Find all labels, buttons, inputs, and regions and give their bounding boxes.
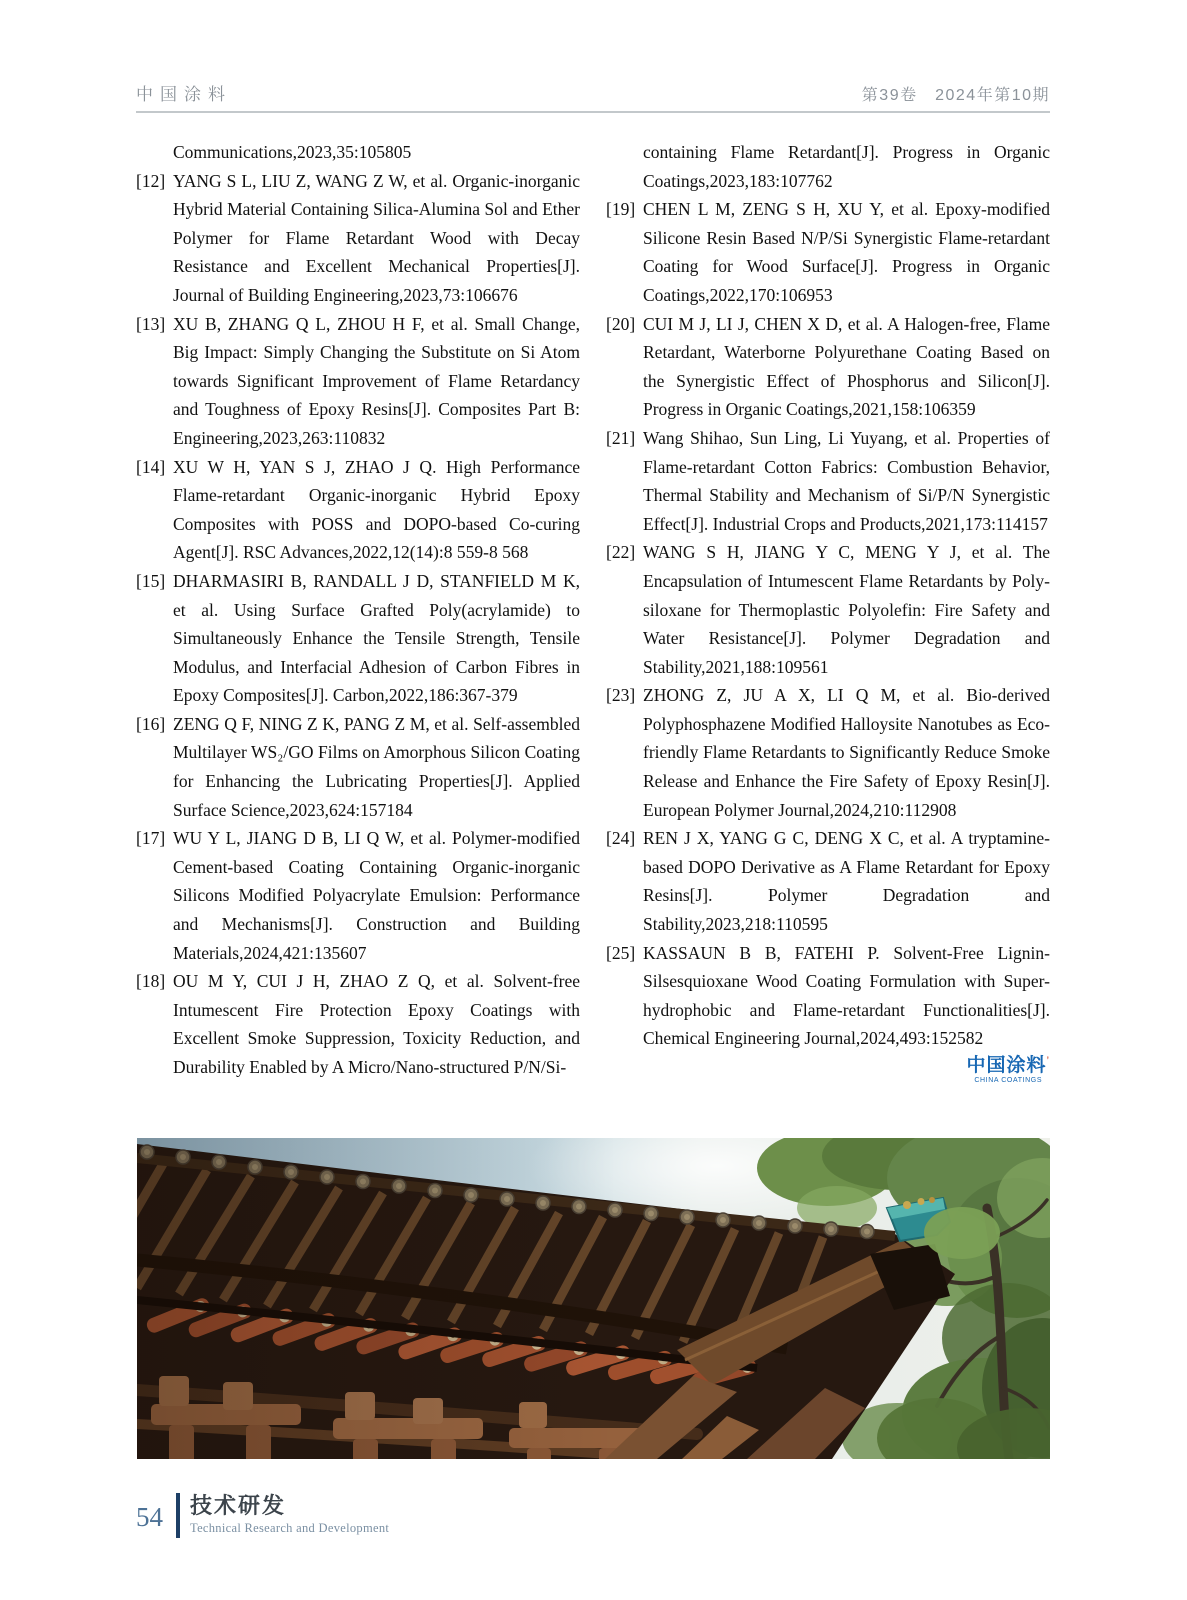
- journal-name: 中国涂料: [136, 85, 232, 104]
- end-of-article-logo: [606, 1056, 1050, 1091]
- reference-entry-21: [606, 424, 1050, 538]
- reference-text: XU W H, YAN S J, ZHAO J Q. High Performance Flame-retardant Organic-inorganic Hybrid Epoxy Composites with POSS and DOPO-based Co-curing Agent[J]. RSC Advances,2022,12(14):8 559-8 568: [173, 456, 580, 563]
- reference-text: ZENG Q F, NING Z K, PANG Z M, et al. Self-assembled Multilayer WS₂/GO Films on Amorphous Silicon Coating for Enhancing the Lubricating Properties[J]. Applied Surface Science,2023,624:157184: [173, 713, 580, 820]
- reference-continuation: [136, 138, 580, 167]
- reference-entry-23: [606, 681, 1050, 824]
- reference-entry-20: [606, 310, 1050, 424]
- reference-text: containing Flame Retardant[J]. Progress in Organic Coatings,2023,183:107762: [643, 142, 1050, 191]
- references-left-column: [136, 138, 580, 1091]
- section-title-en: Technical Research and Development: [190, 1521, 390, 1536]
- reference-entry-24: [606, 824, 1050, 938]
- temple-eave-photo: [137, 1138, 1050, 1459]
- china-coatings-logo-en: CHINA COATINGS: [974, 1077, 1043, 1084]
- reference-text: DHARMASIRI B, RANDALL J D, STANFIELD M K, et al. Using Surface Grafted Poly(acrylamide) to Simultaneously Enhance the Tensile Strength, Tensile Modulus, and Interfacial Adhesion of Carbon Fibres in Epoxy Composites[J]. Carbon,2022,186:367-379: [173, 570, 580, 706]
- reference-number: [17]: [136, 828, 166, 849]
- reference-entry-16: [136, 710, 580, 824]
- reference-text: CHEN L M, ZENG S H, XU Y, et al. Epoxy-modified Silicone Resin Based N/P/Si Synergistic Flame-retardant Coating for Wood Surface[J]. Progress in Organic Coatings,2022,170:106953: [643, 199, 1050, 305]
- reference-number: [15]: [136, 570, 166, 591]
- reference-text: KASSAUN B B, FATEHI P. Solvent-Free Lignin-Silsesquioxane Wood Coating Formulation with Super-hydrophobic and Flame-retardant Functionalities[J]. Chemical Engineering Journal,2024,493:152582: [643, 942, 1050, 1049]
- reference-entry-17: [136, 824, 580, 967]
- reference-entry-14: [136, 453, 580, 567]
- reference-number: [25]: [606, 942, 636, 963]
- reference-number: [12]: [136, 170, 166, 191]
- reference-text: CUI M J, LI J, CHEN X D, et al. A Halogen-free, Flame Retardant, Waterborne Polyurethane Coating Based on the Synergistic Effect of Phosphorus and Silicon[J]. Progress in Organic Coatings,2021,158:106359: [643, 313, 1050, 420]
- reference-number: [19]: [606, 199, 636, 220]
- page-number: 54: [136, 1502, 163, 1532]
- reference-text: WANG S H, JIANG Y C, MENG Y J, et al. The Encapsulation of Intumescent Flame Retardants by Poly-siloxane for Thermoplastic Polyolefin: Fire Safety and Water Resistance[J]. Polymer Degradation and Stability,2021,188:109561: [643, 542, 1050, 677]
- footer-accent-bar: [176, 1493, 180, 1538]
- reference-number: [21]: [606, 427, 636, 448]
- reference-number: [14]: [136, 456, 166, 477]
- reference-entry-15: [136, 567, 580, 710]
- section-title-cn: 技术研发: [190, 1493, 287, 1518]
- reference-number: [20]: [606, 313, 636, 334]
- logo-mark: ’: [1046, 1055, 1050, 1065]
- reference-text: Wang Shihao, Sun Ling, Li Yuyang, et al. Properties of Flame-retardant Cotton Fabrics: Combustion Behavior, Thermal Stability and Mechanism of Si/P/N Synergistic Effect[J]. Industrial Crops and Products,2021,173:114157: [643, 427, 1050, 534]
- reference-text: YANG S L, LIU Z, WANG Z W, et al. Organic-inorganic Hybrid Material Containing Silica-Alumina Sol and Ether Polymer for Flame Retardant Wood with Decay Resistance and Excellent Mechanical Properties[J]. Journal of Building Engineering,2023,73:106676: [173, 170, 580, 305]
- reference-text: Communications,2023,35:105805: [173, 142, 412, 162]
- reference-continuation: [606, 138, 1050, 195]
- reference-entry-25: [606, 939, 1050, 1053]
- reference-entry-13: [136, 310, 580, 453]
- reference-text: ZHONG Z, JU A X, LI Q M, et al. Bio-derived Polyphosphazene Modified Halloysite Nanotubes as Eco-friendly Flame Retardants to Significantly Reduce Smoke Release and Enhance the Fire Safety of Epoxy Resin[J]. European Polymer Journal,2024,210:112908: [643, 685, 1050, 820]
- reference-text: XU B, ZHANG Q L, ZHOU H F, et al. Small Change, Big Impact: Simply Changing the Substitute on Si Atom towards Significant Improvement of Flame Retardancy and Toughness of Epoxy Resins[J]. Composites Part B: Engineering,2023,263:110832: [173, 313, 580, 448]
- reference-number: [18]: [136, 971, 166, 992]
- reference-text: REN J X, YANG G C, DENG X C, et al. A tryptamine-based DOPO Derivative as A Flame Retardant for Epoxy Resins[J]. Polymer Degradation and Stability,2023,218:110595: [643, 828, 1050, 935]
- references-section: [136, 138, 1050, 1091]
- reference-entry-18: [136, 967, 580, 1081]
- reference-entry-12: [136, 167, 580, 310]
- references-right-column: [606, 138, 1050, 1091]
- reference-number: [22]: [606, 542, 636, 563]
- reference-entry-22: [606, 538, 1050, 681]
- reference-entry-19: [606, 195, 1050, 309]
- page-header: [136, 80, 1050, 113]
- page-footer: [136, 1493, 389, 1538]
- reference-number: [24]: [606, 828, 636, 849]
- china-coatings-logo-cn: 中国涂料’: [966, 1055, 1050, 1076]
- reference-number: [23]: [606, 685, 636, 706]
- reference-number: [16]: [136, 713, 166, 734]
- issue-info: 第39卷 2024年第10期: [861, 87, 1050, 104]
- reference-text: OU M Y, CUI J H, ZHAO Z Q, et al. Solvent-free Intumescent Fire Protection Epoxy Coatings with Excellent Smoke Suppression, Toxicity Reduction, and Durability Enabled by A Micro/Nano-structured P/N/Si-: [173, 971, 580, 1077]
- reference-text: WU Y L, JIANG D B, LI Q W, et al. Polymer-modified Cement-based Coating Containing Organic-inorganic Silicons Modified Polyacrylate Emulsion: Performance and Mechanisms[J]. Construction and Building Materials,2024,421:135607: [173, 828, 580, 963]
- reference-number: [13]: [136, 313, 166, 334]
